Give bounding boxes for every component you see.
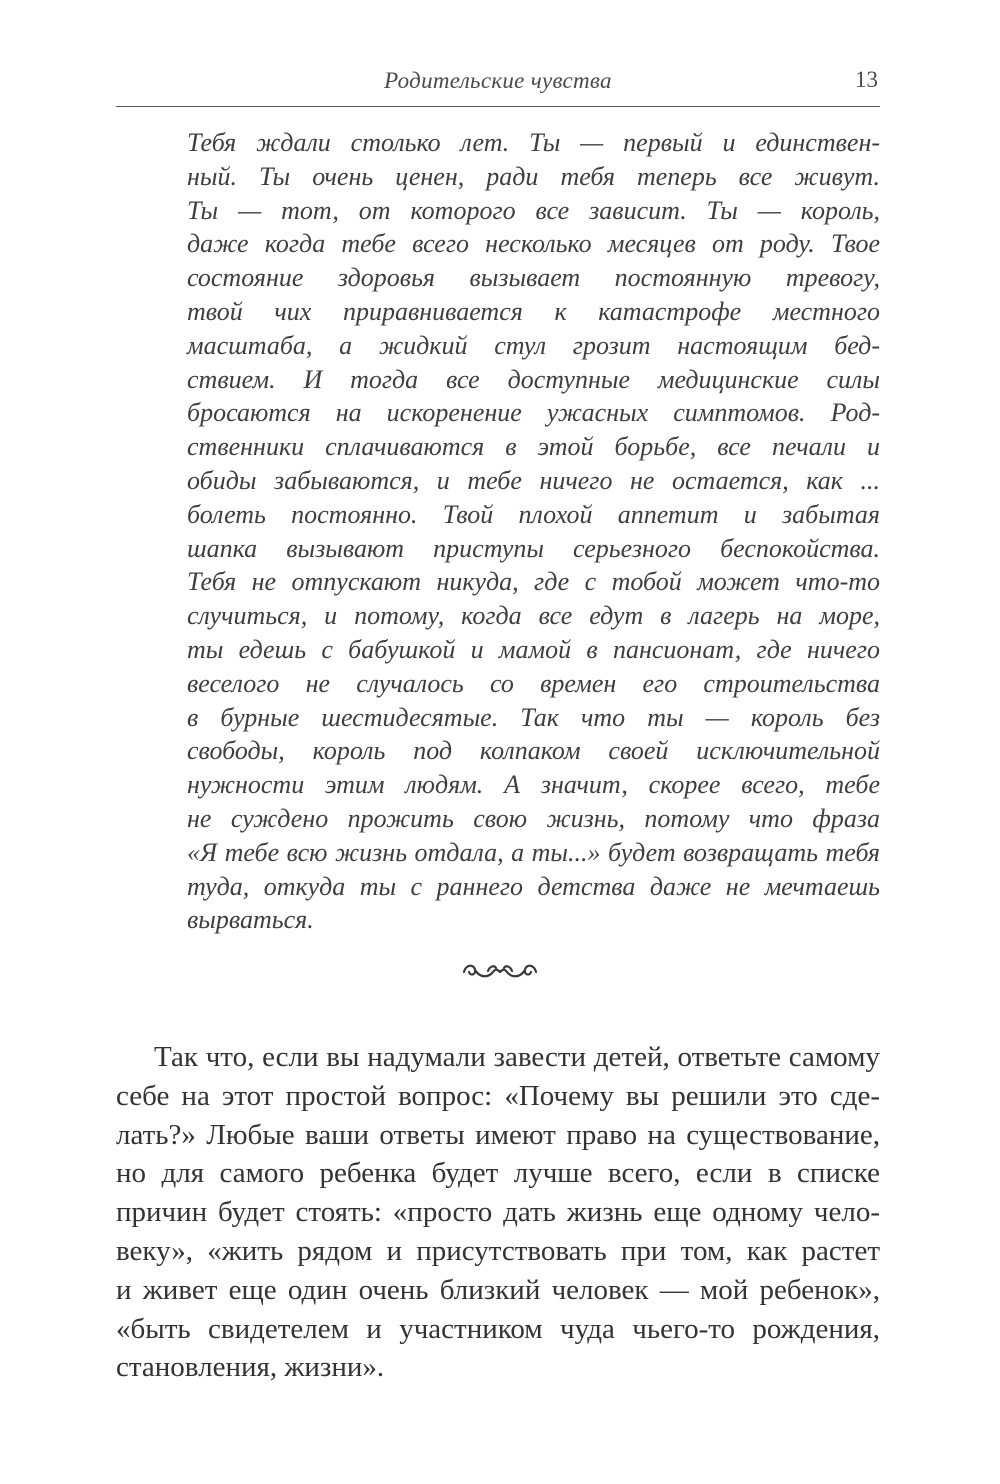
quote-line: случиться, и потому, когда все едут в лагерь на море, xyxy=(187,601,880,631)
body-line: причин будет стоять: «просто дать жизнь еще одному чело- xyxy=(116,1196,880,1229)
quote-line: Ты — тот, от которого все зависит. Ты — король, xyxy=(187,195,880,225)
body-line: «быть свидетелем и участником чуда чьего-то рождения, xyxy=(116,1312,880,1345)
running-title: Родительские чувства xyxy=(384,68,612,93)
quote-line: свободы, король под колпаком своей исключительной xyxy=(187,736,880,766)
quote-line: вырваться. xyxy=(187,905,314,935)
quote-line: ствием. И тогда все доступные медицинские силы xyxy=(187,364,880,394)
quote-line: веселого не случалось со времен его строительства xyxy=(187,668,880,698)
quote-line: Тебя не отпускают никуда, где с тобой может что-то xyxy=(187,567,880,597)
body-line: веку», «жить рядом и присутствовать при том, как растет xyxy=(116,1234,880,1267)
header-rule xyxy=(116,106,880,107)
quote-line: Тебя ждали столько лет. Ты — первый и единствен- xyxy=(187,128,880,157)
quote-line: масштаба, а жидкий стул грозит настоящим бед- xyxy=(187,330,880,360)
quote-line: состояние здоровья вызывает постоянную тревогу, xyxy=(187,263,880,293)
quote-line: в бурные шестидесятые. Так что ты — король без xyxy=(187,702,880,732)
body-line: становления, жизни». xyxy=(116,1351,385,1384)
body-line: Так что, если вы надумали завести детей, ответьте самому xyxy=(154,1041,880,1073)
quote-line: бросаются на искоренение ужасных симптомов. Род- xyxy=(187,398,880,428)
quote-line: шапка вызывают приступы серьезного беспокойства. xyxy=(187,533,880,563)
quote-line: даже когда тебе всего несколько месяцев от роду. Твое xyxy=(187,229,880,259)
body-line: и живет еще один очень близкий человек — мой ребенок», xyxy=(116,1273,880,1306)
floral-divider-icon xyxy=(460,958,540,986)
italic-quote-block xyxy=(187,126,880,937)
quote-line: ный. Ты очень ценен, ради тебя теперь все живут. xyxy=(187,161,880,191)
running-head xyxy=(116,64,880,104)
quote-line: болеть постоянно. Твой плохой аппетит и забытая xyxy=(187,499,880,529)
quote-line: туда, откуда ты с раннего детства даже не мечтаешь xyxy=(187,871,880,901)
quote-line: не суждено прожить свою жизнь, потому что фраза xyxy=(187,803,880,833)
quote-line: ственники сплачиваются в этой борьбе, все печали и xyxy=(187,432,880,462)
quote-line: обиды забываются, и тебе ничего не остается, как ... xyxy=(187,465,880,495)
quote-line: «Я тебе всю жизнь отдала, а ты...» будет возвращать тебя xyxy=(187,837,880,867)
body-line: себе на этот простой вопрос: «Почему вы решили это сде- xyxy=(116,1079,880,1112)
quote-line: нужности этим людям. А значит, скорее всего, тебе xyxy=(187,770,880,800)
body-line: лать?» Любые ваши ответы имеют право на существование, xyxy=(116,1118,880,1151)
page-number: 13 xyxy=(855,67,878,92)
body-paragraph xyxy=(116,1038,880,1387)
quote-line: твой чих приравнивается к катастрофе местного xyxy=(187,296,880,326)
quote-line: ты едешь с бабушкой и мамой в пансионат, где ничего xyxy=(187,634,880,664)
body-line: но для самого ребенка будет лучше всего, если в списке xyxy=(116,1157,880,1190)
